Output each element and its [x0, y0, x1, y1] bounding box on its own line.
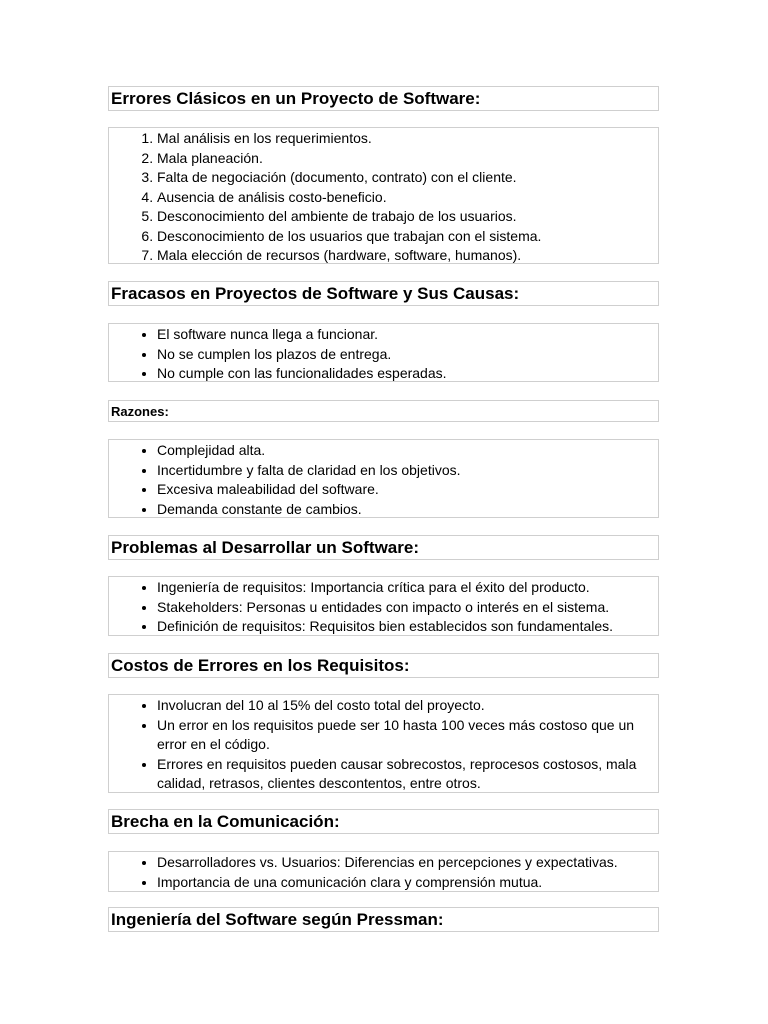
list-item: • Demanda constante de cambios. [157, 500, 652, 520]
list-box-errores-clasicos [108, 127, 659, 264]
subsection-title-razones: Razones: [108, 400, 659, 422]
section-title-pressman: Ingeniería del Software según Pressman: [108, 907, 659, 932]
list-item: 4. Ausencia de análisis costo-beneficio. [157, 188, 652, 208]
list-item: • Excesiva maleabilidad del software. [157, 480, 652, 500]
list-item: • Complejidad alta. [157, 441, 652, 461]
list-item: 5. Desconocimiento del ambiente de trabajo de los usuarios. [157, 207, 652, 227]
section-title-fracasos: Fracasos en Proyectos de Software y Sus Causas: [108, 281, 659, 306]
list-box-fracasos [108, 323, 659, 382]
bullet-list-brecha [109, 852, 658, 893]
list-item: 2. Mala planeación. [157, 149, 652, 169]
list-item: 6. Desconocimiento de los usuarios que trabajan con el sistema. [157, 227, 652, 247]
section-title-costos: Costos de Errores en los Requisitos: [108, 653, 659, 678]
list-item: • Ingeniería de requisitos: Importancia crítica para el éxito del producto. [157, 578, 652, 598]
list-item: • No cumple con las funcionalidades esperadas. [157, 364, 652, 384]
bullet-list-problemas [109, 577, 658, 638]
section-title-brecha: Brecha en la Comunicación: [108, 809, 659, 834]
list-item: 7. Mala elección de recursos (hardware, software, humanos). [157, 246, 652, 266]
list-item: • Stakeholders: Personas u entidades con impacto o interés en el sistema. [157, 598, 652, 618]
bullet-list-costos [109, 695, 658, 795]
list-item: • Desarrolladores vs. Usuarios: Diferencias en percepciones y expectativas. [157, 853, 652, 873]
list-box-problemas [108, 576, 659, 636]
list-item: 1. Mal análisis en los requerimientos. [157, 129, 652, 149]
list-box-razones [108, 439, 659, 518]
section-title-problemas: Problemas al Desarrollar un Software: [108, 535, 659, 560]
list-box-costos [108, 694, 659, 793]
numbered-list-errores [109, 128, 658, 267]
bullet-list-razones [109, 440, 658, 520]
bullet-list-fracasos [109, 324, 658, 385]
list-item: • Errores en requisitos pueden causar sobrecostos, reprocesos costosos, mala calidad, retrasos, clientes descontentos, entre otros. [157, 755, 652, 794]
list-item: • Un error en los requisitos puede ser 10 hasta 100 veces más costoso que un error en el código. [157, 716, 652, 755]
list-item: • El software nunca llega a funcionar. [157, 325, 652, 345]
list-item: 3. Falta de negociación (documento, contrato) con el cliente. [157, 168, 652, 188]
list-item: • Definición de requisitos: Requisitos bien establecidos son fundamentales. [157, 617, 652, 637]
list-item: • Involucran del 10 al 15% del costo total del proyecto. [157, 696, 652, 716]
list-item: • No se cumplen los plazos de entrega. [157, 345, 652, 365]
list-box-brecha [108, 851, 659, 892]
list-item: • Incertidumbre y falta de claridad en los objetivos. [157, 461, 652, 481]
section-title-errores-clasicos: Errores Clásicos en un Proyecto de Software: [108, 86, 659, 111]
list-item: • Importancia de una comunicación clara y comprensión mutua. [157, 873, 652, 893]
